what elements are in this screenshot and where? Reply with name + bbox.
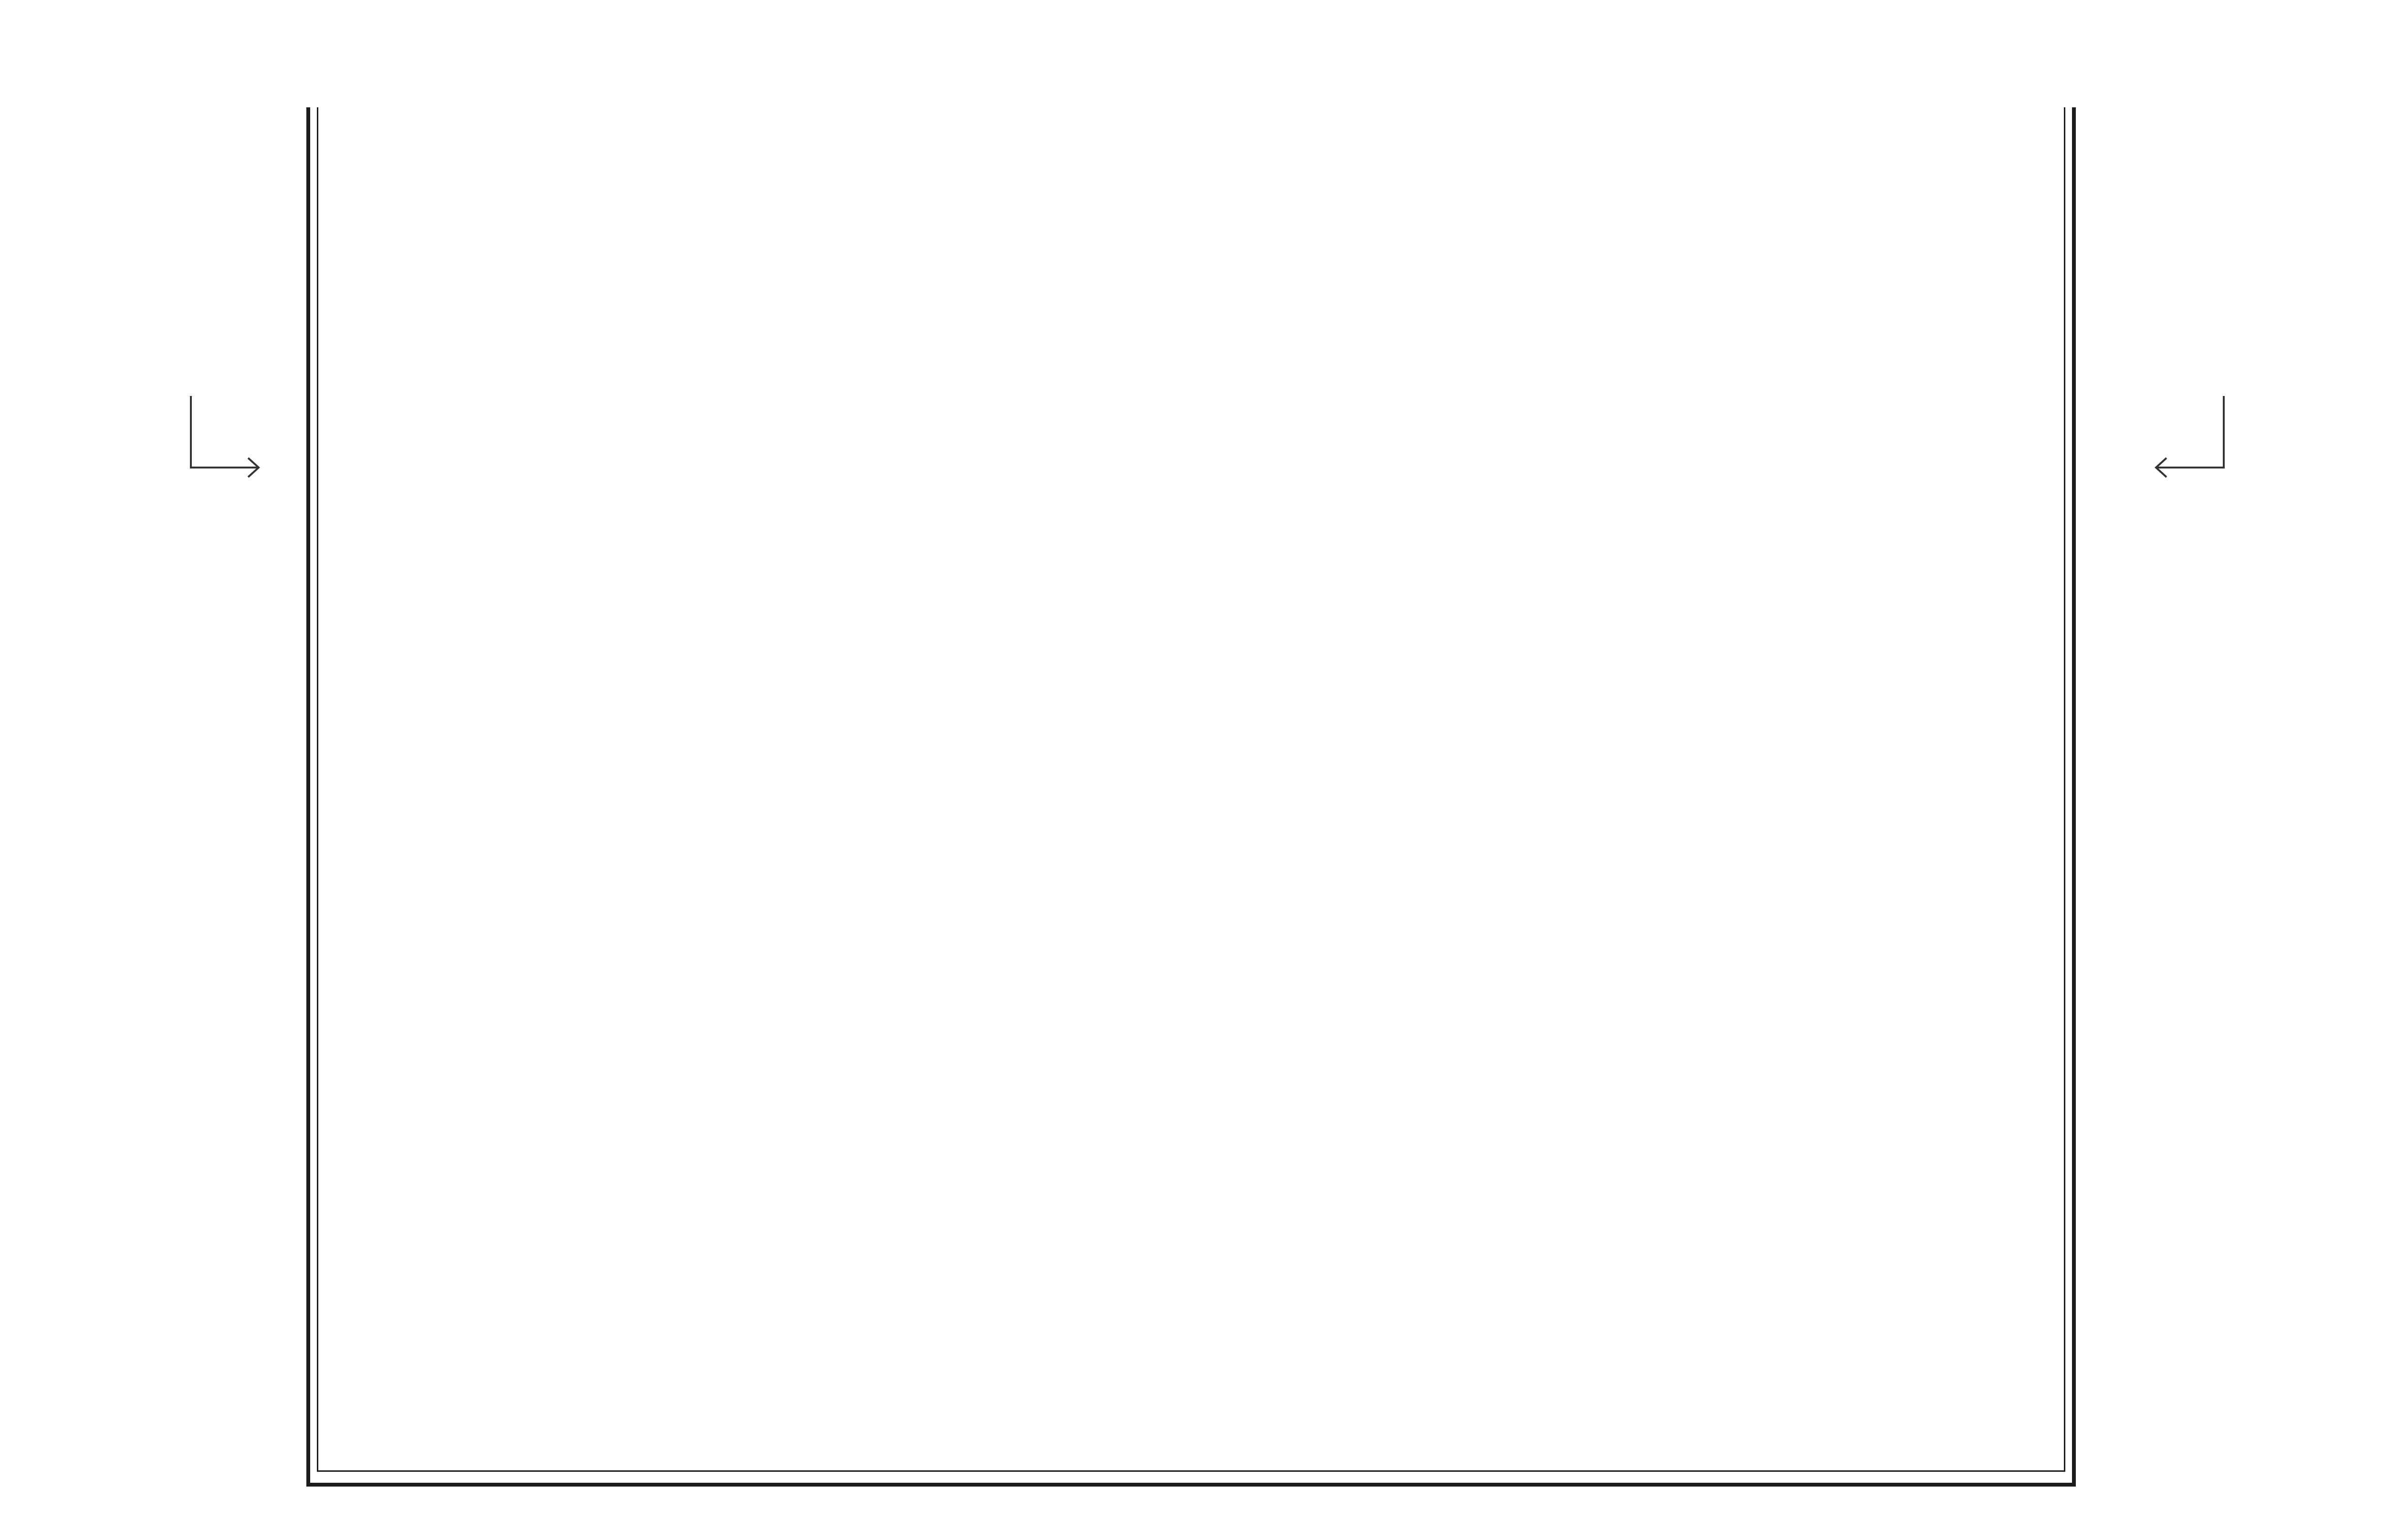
page-border-left-outer [306, 107, 310, 1486]
page-border-bottom-inner [317, 1470, 2065, 1472]
right-margin-arrow-icon [2147, 391, 2233, 487]
page-border-bottom-outer [306, 1483, 2076, 1487]
left-margin-arrow-icon [181, 391, 267, 487]
page-border-left-inner [317, 107, 318, 1472]
page-border-right-outer [2072, 107, 2076, 1486]
page-border-right-inner [2064, 107, 2065, 1472]
